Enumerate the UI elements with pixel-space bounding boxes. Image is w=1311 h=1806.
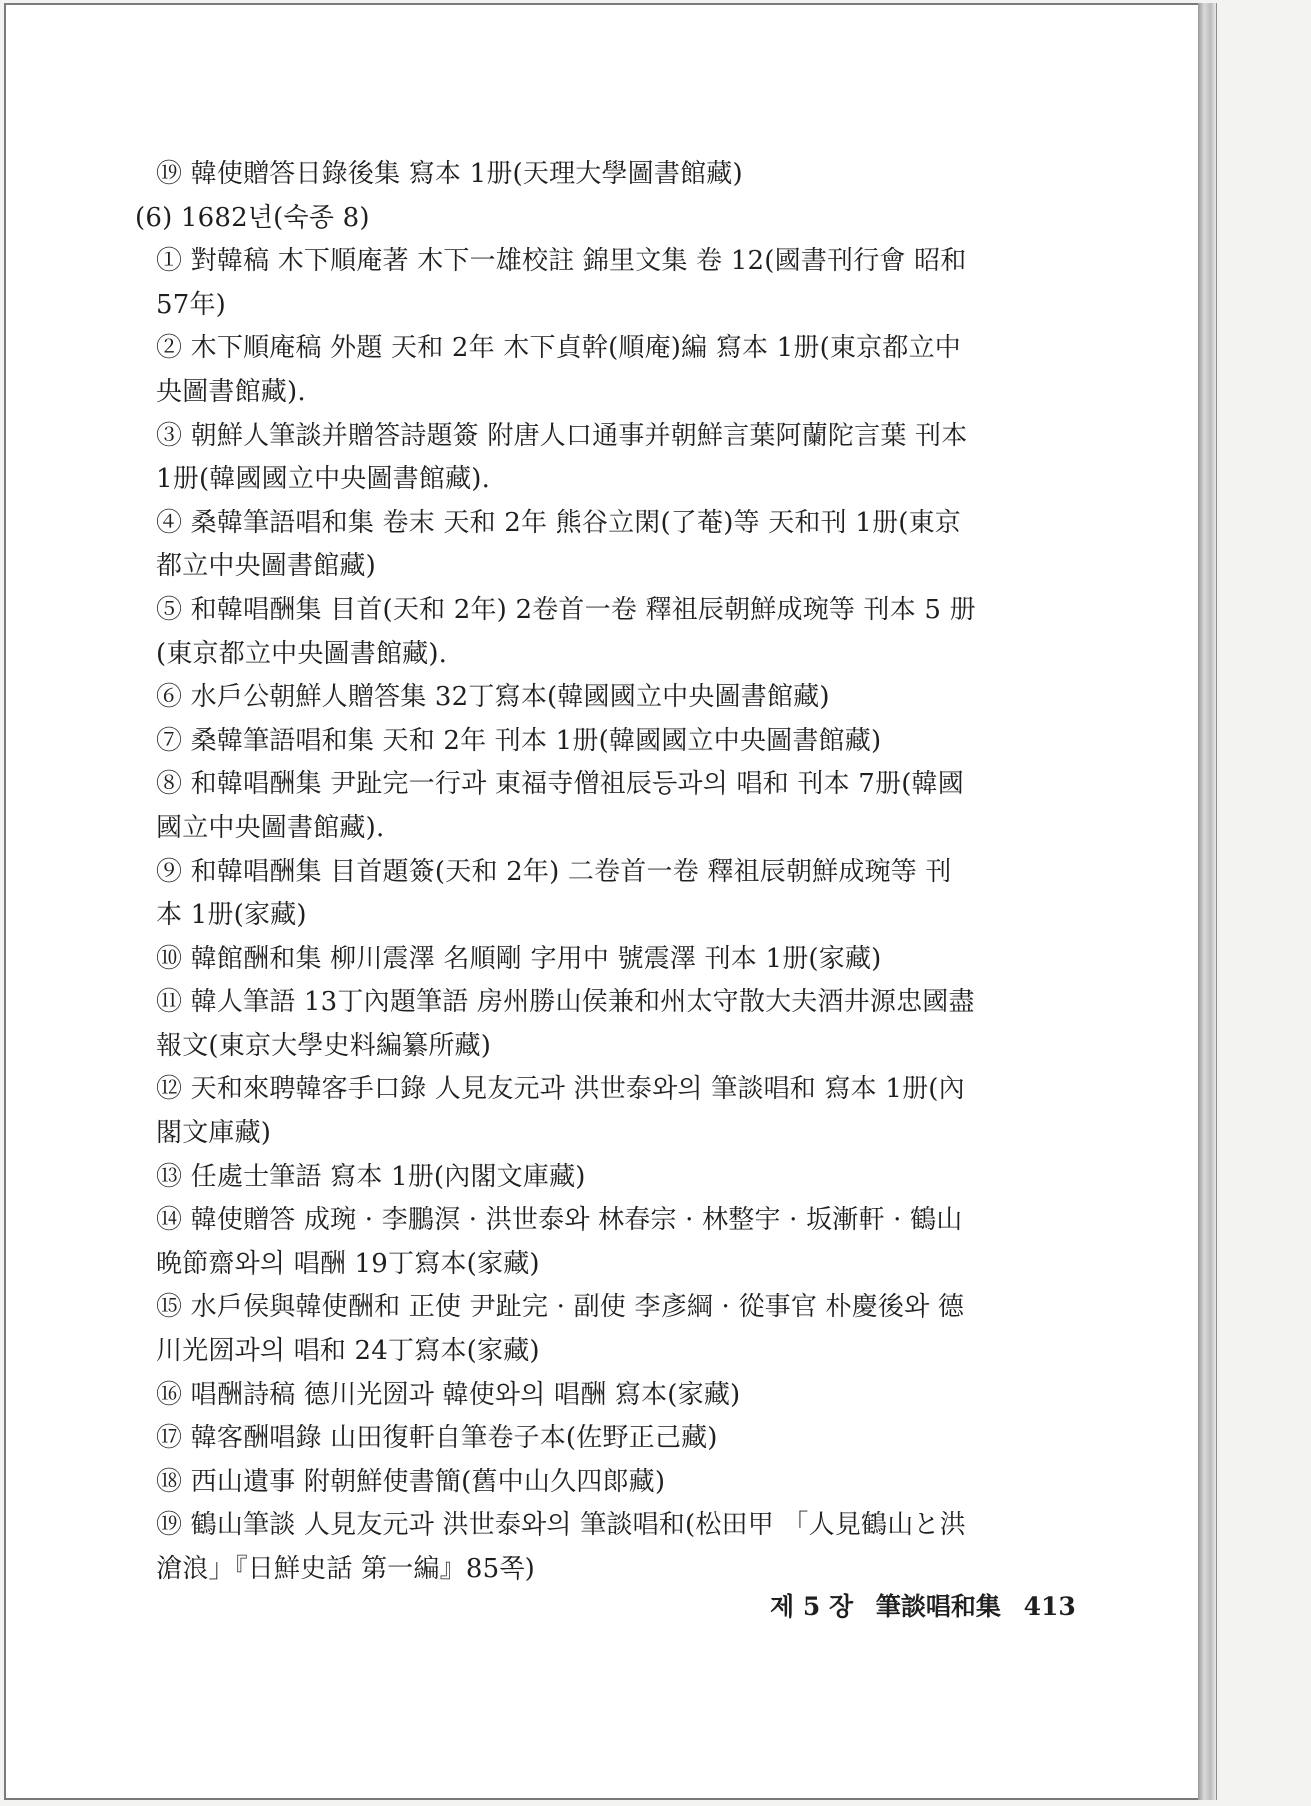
list-item: ⑲ 韓使贈答日錄後集 寫本 1册(天理大學圖書館藏) <box>156 159 743 189</box>
section-heading: (6) 1682년(숙종 8) <box>135 202 370 233</box>
list-item: ⑥ 水戶公朝鮮人贈答集 32丁寫本(韓國國立中央圖書館藏) <box>156 682 830 713</box>
page-body <box>135 153 1046 1592</box>
list-item: ② 木下順庵稿 外題 天和 2年 木下貞幹(順庵)編 寫本 1册(東京都立中 <box>156 333 961 364</box>
list-item-continuation: 國立中央圖書館藏). <box>156 812 385 843</box>
list-item: ⑲ 鶴山筆談 人見友元과 洪世泰와의 筆談唱和(松田甲 「人見鶴山と洪 <box>156 1510 966 1541</box>
list-item: ① 對韓稿 木下順庵著 木下一雄校註 錦里文集 卷 12(國書刊行會 昭和 <box>156 246 967 277</box>
list-item-continuation: 57年) <box>156 289 227 320</box>
list-item-continuation: 都立中央圖書館藏) <box>156 551 376 582</box>
book-page <box>4 3 1207 1800</box>
page-edge-shadow <box>1198 3 1217 1800</box>
list-item-continuation: 報文(東京大學史料編纂所藏) <box>156 1030 492 1061</box>
list-item: ⑦ 桑韓筆語唱和集 天和 2年 刊本 1册(韓國國立中央圖書館藏) <box>156 725 882 756</box>
list-item: ⑰ 韓客酬唱錄 山田復軒自筆卷子本(佐野正己藏) <box>156 1423 718 1454</box>
list-item: ⑫ 天和來聘韓客手口錄 人見友元과 洪世泰와의 筆談唱和 寫本 1册(內 <box>156 1074 965 1105</box>
list-item: ⑩ 韓館酬和集 柳川震澤 名順剛 字用中 號震澤 刊本 1册(家藏) <box>156 943 882 974</box>
list-item: ⑨ 和韓唱酬集 目首題簽(天和 2年) 二卷首一卷 釋祖辰朝鮮成琬等 刊 <box>156 856 952 887</box>
list-item: ⑤ 和韓唱酬集 目首(天和 2年) 2卷首一卷 釋祖辰朝鮮成琬等 刊本 5 册 <box>156 594 976 625</box>
list-item: ⑧ 和韓唱酬集 尹趾完一行과 東福寺僧祖辰등과의 唱和 刊本 7册(韓國 <box>156 769 964 800</box>
chapter-title: 筆談唱和集 <box>875 1592 1001 1621</box>
list-item: ⑮ 水戶侯與韓使酬和 正使 尹趾完 · 副使 李彥綱 · 從事官 朴慶後와 德 <box>156 1292 965 1323</box>
chapter-label: 제 5 장 <box>770 1592 854 1621</box>
list-item-continuation: 1册(韓國國立中央圖書館藏). <box>156 464 491 495</box>
list-item-continuation: 滄浪」『日鮮史話 第一編』85쪽) <box>156 1554 536 1584</box>
list-item-continuation: 晩節齋와의 唱酬 19丁寫本(家藏) <box>156 1248 540 1279</box>
list-item-continuation: (東京都立中央圖書館藏). <box>156 638 448 669</box>
list-item: ⑱ 西山遺事 附朝鮮使書簡(舊中山久四郞藏) <box>156 1466 666 1497</box>
list-item: ⑪ 韓人筆語 13丁內題筆語 房州勝山侯兼和州太守散大夫酒井源忠國盡 <box>156 987 975 1018</box>
page-footer <box>756 1587 1076 1623</box>
list-item: ⑯ 唱酬詩稿 德川光圀과 韓使와의 唱酬 寫本(家藏) <box>156 1379 741 1410</box>
list-item: ⑭ 韓使贈答 成琬 · 李鵬溟 · 洪世泰와 林春宗 · 林整宇 · 坂漸軒 · 鶴山 <box>156 1205 963 1236</box>
list-item: ④ 桑韓筆語唱和集 卷末 天和 2年 熊谷立閑(了菴)等 天和刊 1册(東京 <box>156 507 961 538</box>
list-item-continuation: 川光圀과의 唱和 24丁寫本(家藏) <box>156 1336 540 1367</box>
list-item-continuation: 央圖書館藏). <box>156 376 306 407</box>
list-item-continuation: 閣文庫藏) <box>156 1118 272 1149</box>
list-item-continuation: 本 1册(家藏) <box>156 900 307 931</box>
page-number: 413 <box>1023 1592 1076 1621</box>
list-item: ③ 朝鮮人筆談并贈答詩題簽 附唐人口通事并朝鮮言葉阿蘭陀言葉 刊本 <box>156 420 968 451</box>
list-item: ⑬ 任處士筆語 寫本 1册(內閣文庫藏) <box>156 1161 586 1192</box>
